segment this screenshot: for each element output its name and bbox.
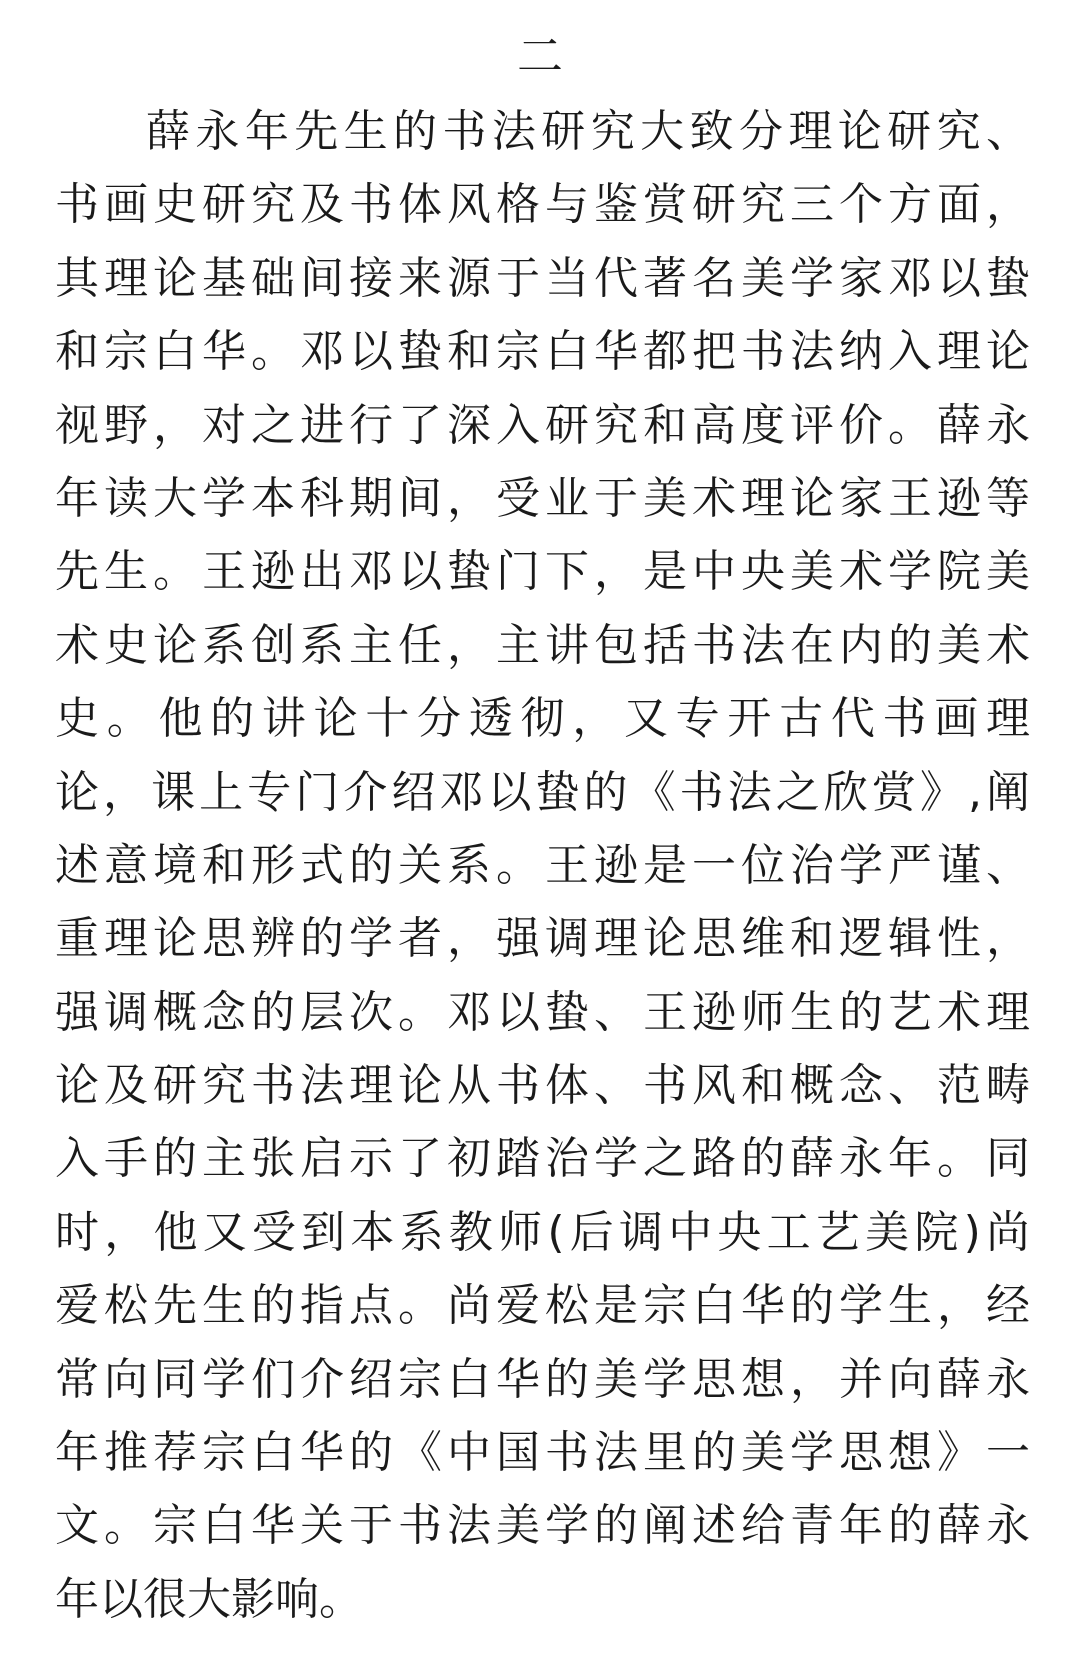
paragraph-line: 其理论基础间接来源于当代著名美学家邓以蛰: [55, 252, 1030, 304]
section-heading: 二: [517, 29, 563, 83]
paragraph-line: 时，他又受到本系教师(后调中央工艺美院)尚: [55, 1206, 1030, 1258]
paragraph-line: 论及研究书法理论从书体、书风和概念、范畴: [55, 1060, 1030, 1112]
paragraph-line: 史。他的讲论十分透彻，又专开古代书画理: [55, 693, 1030, 745]
paragraph-line: 强调概念的层次。邓以蛰、王逊师生的艺术理: [55, 986, 1030, 1038]
paragraph-line: 入手的主张启示了初踏治学之路的薛永年。同: [55, 1133, 1030, 1185]
paragraph-line: 爱松先生的指点。尚爱松是宗白华的学生，经: [55, 1280, 1030, 1332]
paragraph-line: 和宗白华。邓以蛰和宗白华都把书法纳入理论: [55, 326, 1030, 378]
paragraph-line: 年读大学本科期间，受业于美术理论家王逊等: [55, 472, 1030, 524]
paragraph-line: 书画史研究及书体风格与鉴赏研究三个方面，: [55, 179, 1030, 231]
paragraph-line: 文。宗白华关于书法美学的阐述给青年的薛永: [55, 1500, 1030, 1552]
paragraph-line: 视野，对之进行了深入研究和高度评价。薛永: [55, 399, 1030, 451]
paragraph-line: 术史论系创系主任，主讲包括书法在内的美术: [55, 619, 1030, 671]
paragraph-line: 年推荐宗白华的《中国书法里的美学思想》一: [55, 1427, 1030, 1479]
paragraph-line: 述意境和形式的关系。王逊是一位治学严谨、: [55, 839, 1030, 891]
paragraph-line: 常向同学们介绍宗白华的美学思想，并向薛永: [55, 1353, 1030, 1405]
paragraph-line: 年以很大影响。: [55, 1573, 363, 1625]
article-paragraph: [55, 95, 1030, 1636]
paragraph-line: 薛永年先生的书法研究大致分理论研究、: [146, 106, 1030, 157]
paragraph-line: 论，课上专门介绍邓以蛰的《书法之欣赏》,阐: [55, 766, 1030, 818]
paragraph-line: 先生。王逊出邓以蛰门下，是中央美术学院美: [55, 546, 1030, 598]
paragraph-line: 重理论思辨的学者，强调理论思维和逻辑性，: [55, 913, 1030, 965]
